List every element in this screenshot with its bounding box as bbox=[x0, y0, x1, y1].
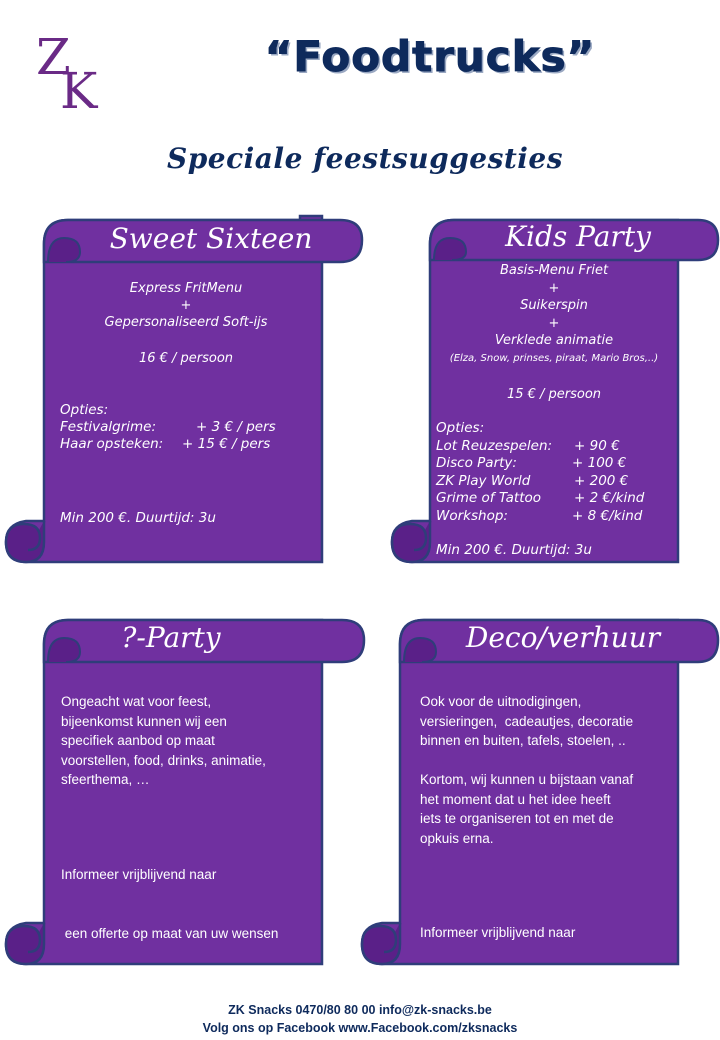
options-label: Opties: bbox=[436, 420, 485, 436]
option-name: Festivalgrime: bbox=[60, 419, 157, 435]
option-row bbox=[60, 436, 320, 453]
option-price: + 90 € bbox=[574, 437, 620, 454]
paragraph-line: Ook voor de uitnodigingen, bbox=[420, 694, 582, 709]
option-price: + 3 € / pers bbox=[196, 419, 276, 435]
option-price: + 15 € / pers bbox=[182, 436, 271, 452]
paragraph-line: het moment dat u het idee heeft bbox=[420, 791, 611, 807]
footer-facebook: Volg ons op Facebook www.Facebook.com/zksnacks bbox=[202, 1021, 518, 1035]
menu-line: Basis-Menu Friet bbox=[499, 263, 609, 278]
option-row bbox=[436, 438, 676, 456]
menu-line: Suikerspin bbox=[520, 298, 588, 313]
menu-plus: + bbox=[548, 315, 560, 331]
cta-line: Informeer vrijblijvend naar bbox=[61, 867, 217, 882]
page-title: “Foodtrucks” bbox=[264, 32, 596, 81]
menu-line: Gepersonaliseerd Soft-ijs bbox=[104, 315, 268, 330]
paragraph-line: iets te organiseren tot en met de bbox=[420, 811, 614, 826]
card-title: Sweet Sixteen bbox=[109, 222, 313, 255]
card-sweet-sixteen bbox=[0, 216, 370, 570]
option-name: Haar opsteken: bbox=[60, 436, 164, 452]
paragraph-line: versieringen, cadeautjes, decoratie bbox=[420, 713, 634, 729]
option-price: + 100 € bbox=[572, 455, 627, 471]
option-name: ZK Play World bbox=[436, 472, 531, 489]
footer-contact: ZK Snacks 0470/80 80 00 info@zk-snacks.be bbox=[228, 1003, 492, 1017]
paragraph-line: Kortom, wij kunnen u bijstaan vanaf bbox=[420, 772, 634, 787]
svg-text:Z: Z bbox=[36, 28, 71, 86]
svg-text:K: K bbox=[60, 62, 98, 112]
card-title: Deco/verhuur bbox=[465, 621, 661, 654]
paragraph-line: bijeenkomst kunnen wij een bbox=[61, 713, 227, 729]
card-title: Kids Party bbox=[505, 220, 651, 253]
menu-line: Verklede animatie bbox=[494, 333, 614, 348]
paragraph-line: binnen en buiten, tafels, stoelen, .. bbox=[420, 733, 626, 748]
paragraph-line: opkuis erna. bbox=[420, 830, 494, 846]
cta-line: een offerte op maat van uw wensen bbox=[61, 925, 279, 941]
option-price: + 8 €/kind bbox=[572, 507, 643, 524]
minimum: Min 200 €. Duurtijd: 3u bbox=[60, 510, 216, 526]
card-kids-party bbox=[386, 216, 720, 570]
characters: (Elza, Snow, prinses, piraat, Mario Bros,..) bbox=[449, 352, 659, 364]
paragraph-line: specifiek aanbod op maat bbox=[61, 733, 215, 748]
option-name: Disco Party: bbox=[436, 455, 517, 471]
price: 15 € / persoon bbox=[506, 387, 602, 402]
options-label: Opties: bbox=[60, 402, 109, 418]
option-name: Lot Reuzespelen: bbox=[436, 437, 553, 454]
option-price: + 2 €/kind bbox=[574, 490, 645, 506]
option-name: Grime of Tattoo bbox=[436, 490, 542, 506]
paragraph-line: Ongeacht wat voor feest, bbox=[61, 694, 212, 709]
minimum: Min 200 €. Duurtijd: 3u bbox=[436, 542, 592, 558]
price: 16 € / persoon bbox=[138, 351, 234, 366]
menu-plus: + bbox=[180, 298, 192, 313]
option-name: Workshop: bbox=[436, 507, 508, 524]
option-row bbox=[60, 419, 320, 436]
paragraph-line: voorstellen, food, drinks, animatie, bbox=[61, 752, 266, 768]
option-price: + 200 € bbox=[574, 472, 629, 489]
menu-line: Express FritMenu bbox=[129, 281, 243, 296]
paragraph-line: sfeerthema, … bbox=[61, 772, 150, 787]
cta-line: Informeer vrijblijvend naar bbox=[420, 925, 576, 940]
card-party bbox=[0, 616, 370, 972]
zk-logo bbox=[30, 26, 110, 112]
option-row bbox=[436, 473, 676, 491]
option-row bbox=[436, 508, 676, 526]
card-deco-verhuur bbox=[356, 616, 720, 999]
menu-plus: + bbox=[548, 280, 560, 296]
cta-line: een offerte op maat van uw wensen bbox=[420, 983, 638, 999]
page-subtitle: Speciale feestsuggesties bbox=[166, 142, 563, 175]
card-title: ?-Party bbox=[121, 621, 221, 654]
option-row bbox=[436, 455, 676, 473]
option-row bbox=[436, 490, 676, 508]
